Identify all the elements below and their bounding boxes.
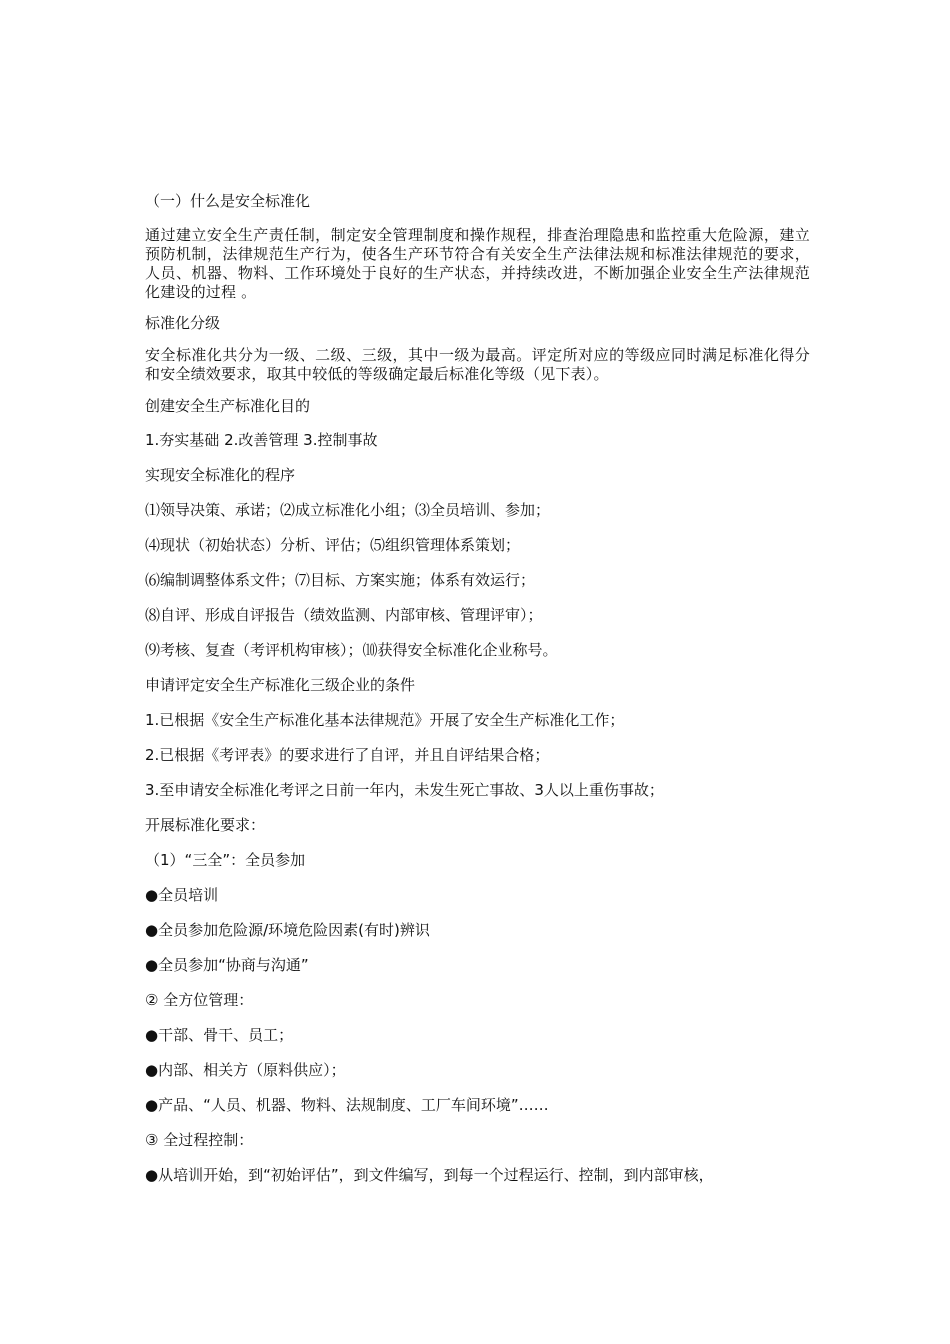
condition-item: 3.至申请安全标准化考评之日前一年内，未发生死亡事故、3人以上重伤事故； [145, 781, 664, 799]
grading-heading: 标准化分级 [145, 314, 221, 332]
conditions-heading: 申请评定安全生产标准化三级企业的条件 [145, 676, 416, 694]
requirement-subheading: ② 全方位管理： [145, 991, 254, 1009]
procedure-step: ⑼考核、复查（考评机构审核）；⑽获得安全标准化企业称号。 [145, 641, 558, 659]
document-body [145, 190, 810, 1186]
condition-item: 2.已根据《考评表》的要求进行了自评，并且自评结果合格； [145, 746, 550, 764]
procedure-step: ⑷现状（初始状态）分析、评估；⑸组织管理体系策划； [145, 536, 521, 554]
bullet-item: ●从培训开始，到“初始评估”，到文件编写，到每一个过程运行、控制，到内部审核， [145, 1166, 714, 1184]
requirement-subheading: （1）“三全”：全员参加 [145, 851, 306, 869]
procedure-step: ⑻自评、形成自评报告（绩效监测、内部审核、管理评审）； [145, 606, 543, 624]
condition-item: 1.已根据《安全生产标准化基本法律规范》开展了安全生产标准化工作； [145, 711, 625, 729]
bullet-item: ●全员培训 [145, 886, 219, 904]
purpose-list: 1.夯实基础 2.改善管理 3.控制事故 [145, 431, 378, 449]
bullet-item: ●干部、骨干、员工； [145, 1026, 294, 1044]
definition-paragraph: 通过建立安全生产责任制，制定安全管理制度和操作规程，排查治理隐患和监控重大危险源，建立预防机制，法律规范生产行为，使各生产环节符合有关安全生产法律法规和标准法律规范的要求，人员、机器、物料、工作环境处于良好的生产状态，并持续改进，不断加强企业安全生产法律规范化建设的过程 。 [145, 226, 810, 301]
procedure-step: ⑴领导决策、承诺；⑵成立标准化小组；⑶全员培训、参加； [145, 501, 551, 519]
bullet-item: ●全员参加“协商与沟通” [145, 956, 309, 974]
bullet-item: ●全员参加危险源/环境危险因素(有时)辨识 [145, 921, 430, 939]
bullet-item: ●产品、“人员、机器、物料、法规制度、工厂车间环境”…… [145, 1096, 549, 1114]
procedure-heading: 实现安全标准化的程序 [145, 466, 296, 484]
procedure-step: ⑹编制调整体系文件；⑺目标、方案实施；体系有效运行； [145, 571, 536, 589]
requirements-heading: 开展标准化要求： [145, 816, 266, 834]
requirement-subheading: ③ 全过程控制： [145, 1131, 254, 1149]
purpose-heading: 创建安全生产标准化目的 [145, 397, 311, 415]
grading-paragraph: 安全标准化共分为一级、二级、三级，其中一级为最高。评定所对应的等级应同时满足标准化得分和安全绩效要求，取其中较低的等级确定最后标准化等级（见下表）。 [145, 346, 810, 383]
section-heading: （一）什么是安全标准化 [145, 192, 311, 210]
bullet-item: ●内部、相关方（原料供应）； [145, 1061, 346, 1079]
